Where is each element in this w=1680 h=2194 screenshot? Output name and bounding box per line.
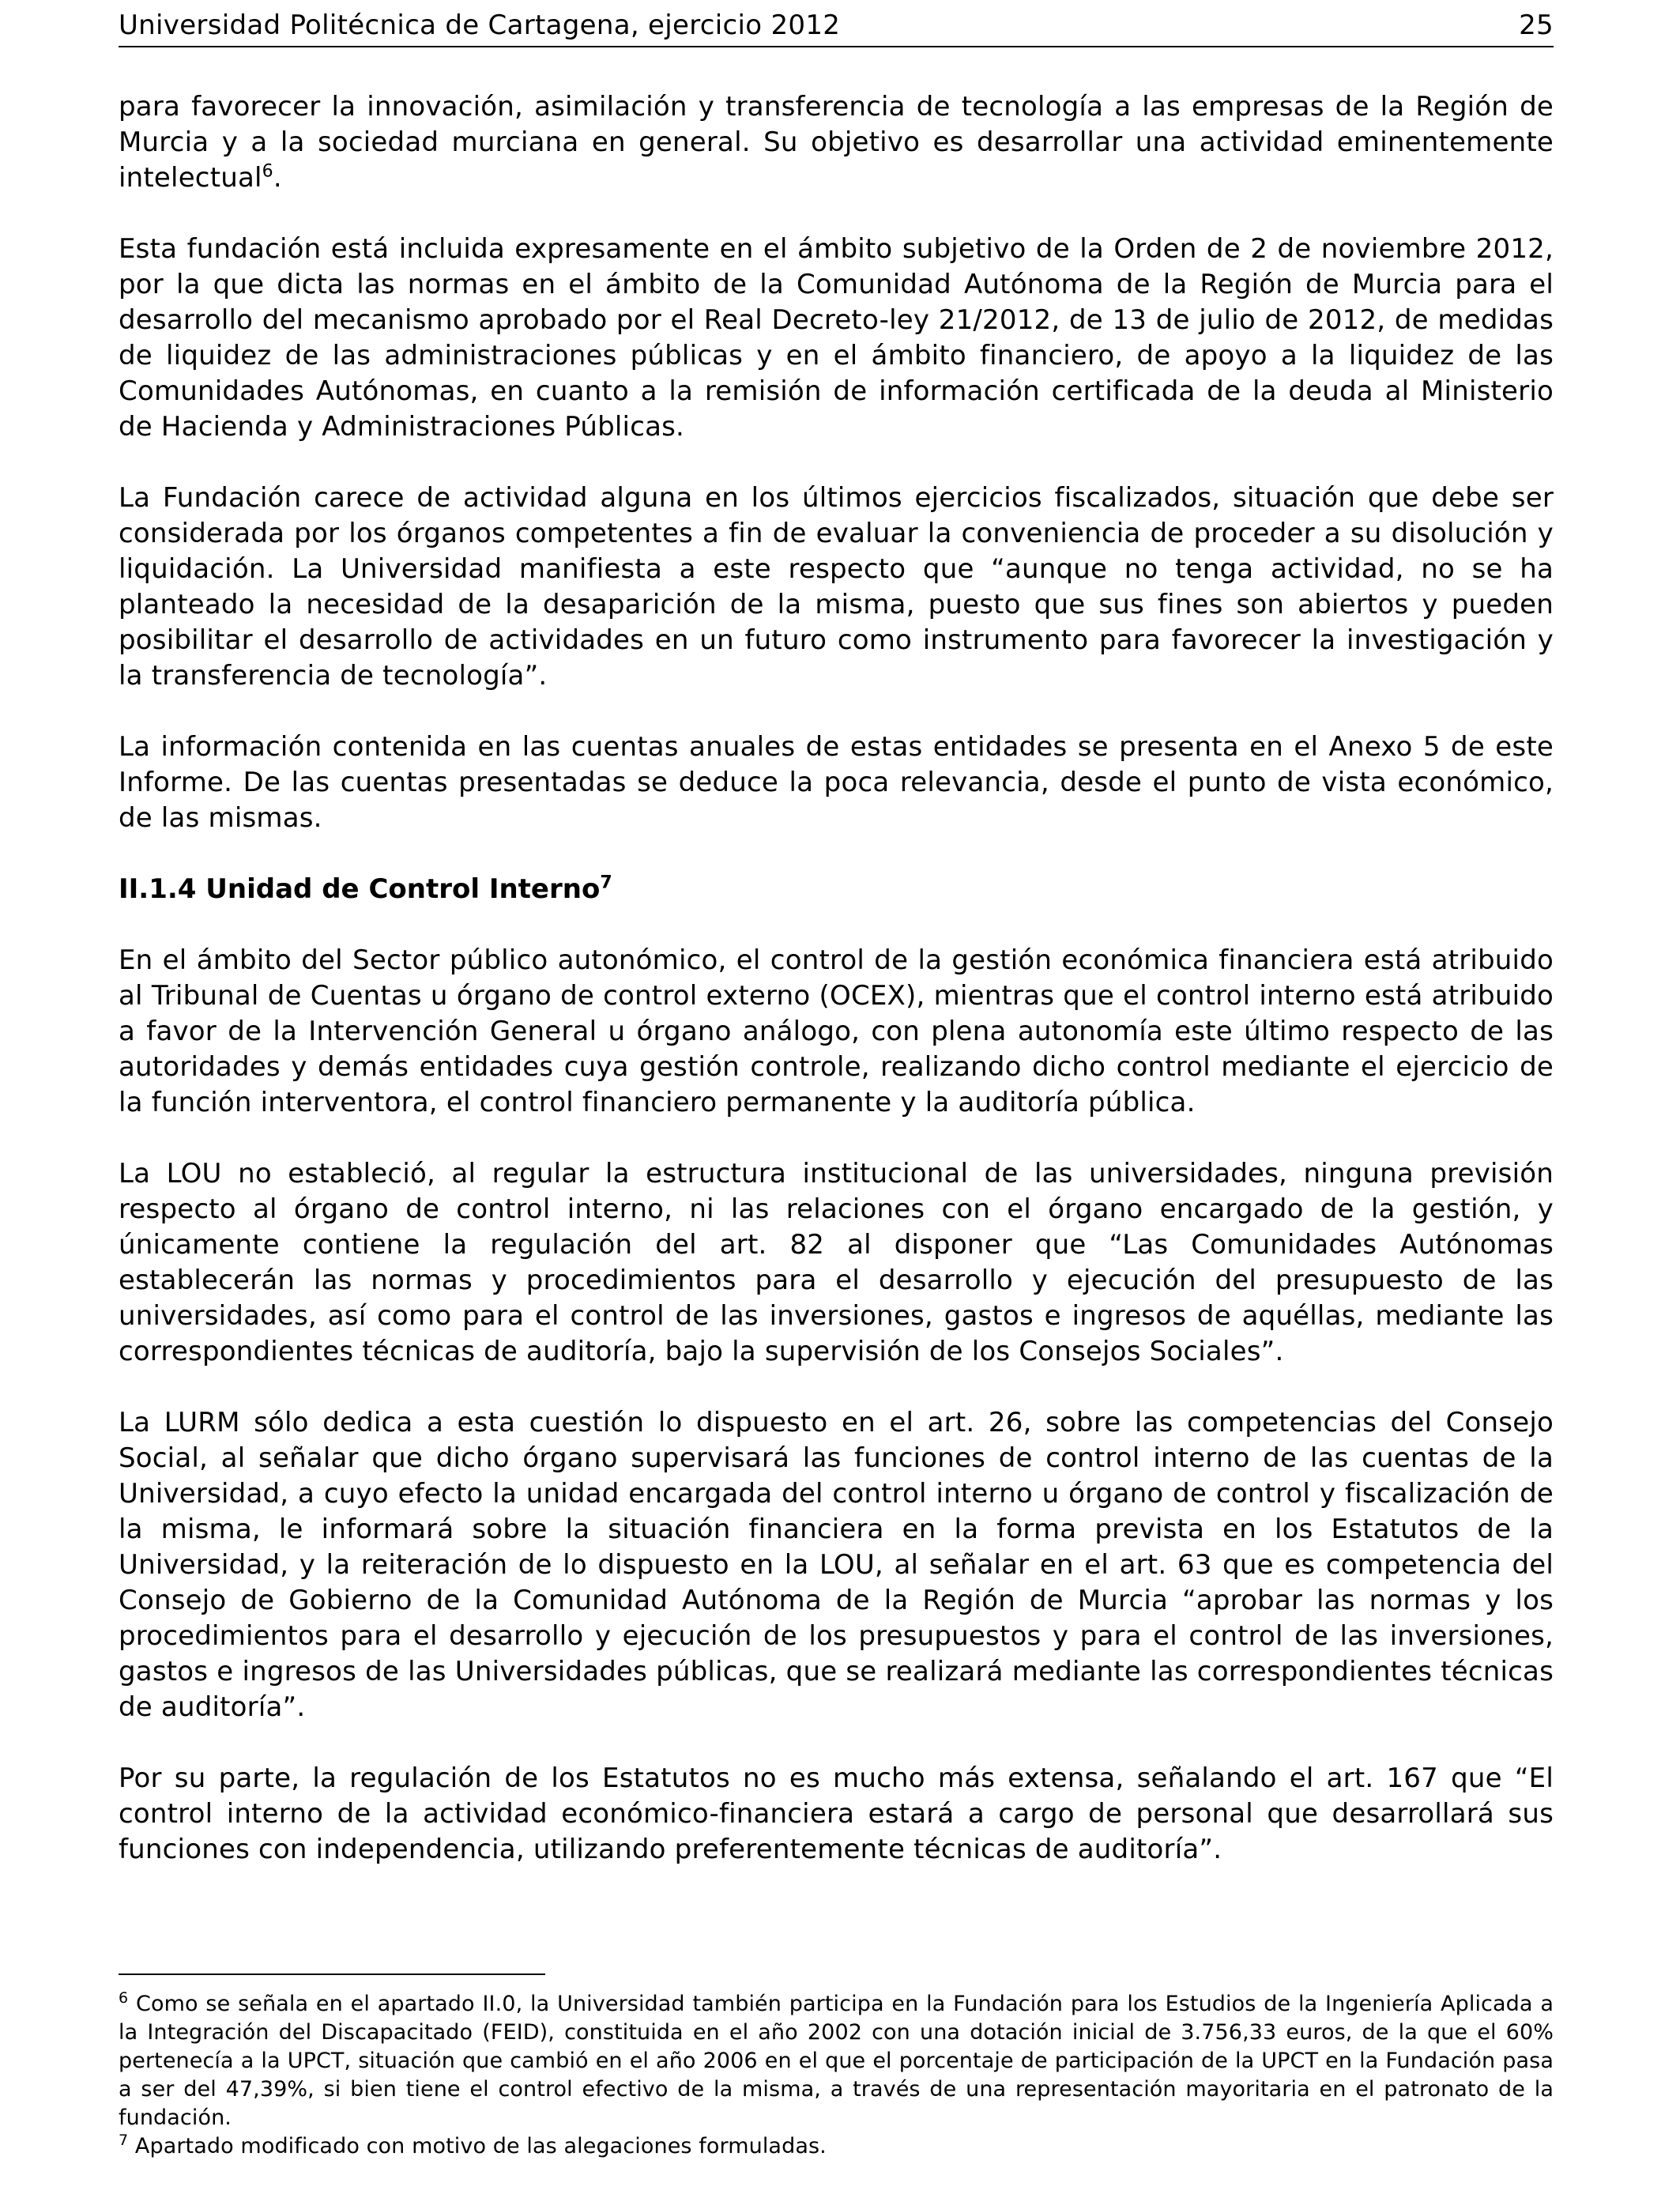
running-header (119, 6, 1554, 47)
body-text (119, 89, 1554, 1903)
footnotes (119, 1990, 1554, 2161)
section-heading (119, 872, 1554, 907)
footnote-7-number: 7 (119, 2132, 129, 2149)
paragraph-8: Por su parte, la regulación de los Estatutos no es mucho más extensa, señalando el art. 167 que “El control interno de la actividad económico-financiera estará a cargo de personal que desarrollará sus funciones con independencia, utilizando preferentemente técnicas de auditoría”. (119, 1762, 1554, 1865)
paragraph-1 (119, 89, 1554, 196)
footnote-ref-6[interactable]: 6 (262, 161, 273, 182)
footnote-divider (119, 1973, 545, 1975)
paragraph-4: La información contenida en las cuentas anuales de estas entidades se presenta en el Anexo 5 de este Informe. De las cuentas presentadas se deduce la poca relevancia, desde el punto de vista económico, de las mismas. (119, 731, 1554, 834)
footnote-ref-7[interactable]: 7 (600, 873, 612, 893)
header-title: Universidad Politécnica de Cartagena, ejercicio 2012 (119, 9, 841, 41)
paragraph-1-text: para favorecer la innovación, asimilación y transferencia de tecnología a las empresas de la Región de Murcia y a la sociedad murciana en general. Su objetivo es desarrollar una actividad eminentemente intelectual (119, 91, 1554, 194)
paragraph-3: La Fundación carece de actividad alguna en los últimos ejercicios fiscalizados, situación que debe ser considerada por los órganos competentes a fin de evaluar la conveniencia de proceder a su disolución y liquidación. La Universidad manifiesta a este respecto que “aunque no tenga actividad, no se ha planteado la necesidad de la desaparición de la misma, puesto que sus fines son abiertos y pueden posibilitar el desarrollo de actividades en un futuro como instrumento para favorecer la investigación y la transferencia de tecnología”. (119, 482, 1554, 692)
paragraph-7: La LURM sólo dedica a esta cuestión lo dispuesto en el art. 26, sobre las competencias del Consejo Social, al señalar que dicho órgano supervisará las funciones de control interno de las cuentas de la Universidad, a cuyo efecto la unidad encargada del control interno u órgano de control y fiscalización de la misma, le informará sobre la situación financiera en la forma prevista en los Estatutos de la Universidad, y la reiteración de lo dispuesto en la LOU, al señalar en el art. 63 que es competencia del Consejo de Gobierno de la Comunidad Autónoma de la Región de Murcia “aprobar las normas y los procedimientos para el desarrollo y ejecución de los presupuestos y para el control de las inversiones, gastos e ingresos de las Universidades públicas, que se realizará mediante las correspondientes técnicas de auditoría”. (119, 1407, 1554, 1723)
page-number: 25 (1519, 9, 1554, 41)
footnote-6-text: Como se señala en el apartado II.0, la Universidad también participa en la Fundación para los Estudios de la Ingeniería Aplicada a la Integración del Discapacitado (FEID), constituida en el año 2002 con una dotación inicial de 3.756,33 euros, de la que el 60% pertenecía a la UPCT, situación que cambió en el año 2006 en el que el porcentaje de participación de la UPCT en la Fundación pasa a ser del 47,39%, si bien tiene el control efectivo de la misma, a través de una representación mayoritaria en el patronato de la fundación. (119, 1992, 1554, 2130)
footnote-6-number: 6 (119, 1989, 129, 2007)
paragraph-1-end: . (273, 162, 282, 194)
footnote-7 (119, 2132, 1554, 2161)
paragraph-6: La LOU no estableció, al regular la estructura institucional de las universidades, ninguna previsión respecto al órgano de control interno, ni las relaciones con el órgano encargado de la gestión, y únicamente contiene la regulación del art. 82 al disponer que “Las Comunidades Autónomas establecerán las normas y procedimientos para el desarrollo y ejecución del presupuesto de las universidades, así como para el control de las inversiones, gastos e ingresos de aquéllas, mediante las correspondientes técnicas de auditoría, bajo la supervisión de los Consejos Sociales”. (119, 1158, 1554, 1367)
paragraph-2: Esta fundación está incluida expresamente en el ámbito subjetivo de la Orden de 2 de noviembre 2012, por la que dicta las normas en el ámbito de la Comunidad Autónoma de la Región de Murcia para el desarrollo del mecanismo aprobado por el Real Decreto-ley 21/2012, de 13 de julio de 2012, de medidas de liquidez de las administraciones públicas y en el ámbito financiero, de apoyo a la liquidez de las Comunidades Autónomas, en cuanto a la remisión de información certificada de la deuda al Ministerio de Hacienda y Administraciones Públicas. (119, 233, 1554, 443)
footnote-6 (119, 1990, 1554, 2132)
section-heading-text: II.1.4 Unidad de Control Interno (119, 873, 601, 905)
footnote-7-text: Apartado modificado con motivo de las alegaciones formuladas. (134, 2134, 827, 2158)
paragraph-5: En el ámbito del Sector público autonómico, el control de la gestión económica financiera está atribuido al Tribunal de Cuentas u órgano de control externo (OCEX), mientras que el control interno está atribuido a favor de la Intervención General u órgano análogo, con plena autonomía este último respecto de las autoridades y demás entidades cuya gestión controle, realizando dicho control mediante el ejercicio de la función interventora, el control financiero permanente y la auditoría pública. (119, 944, 1554, 1118)
document-page (119, 0, 1554, 2194)
